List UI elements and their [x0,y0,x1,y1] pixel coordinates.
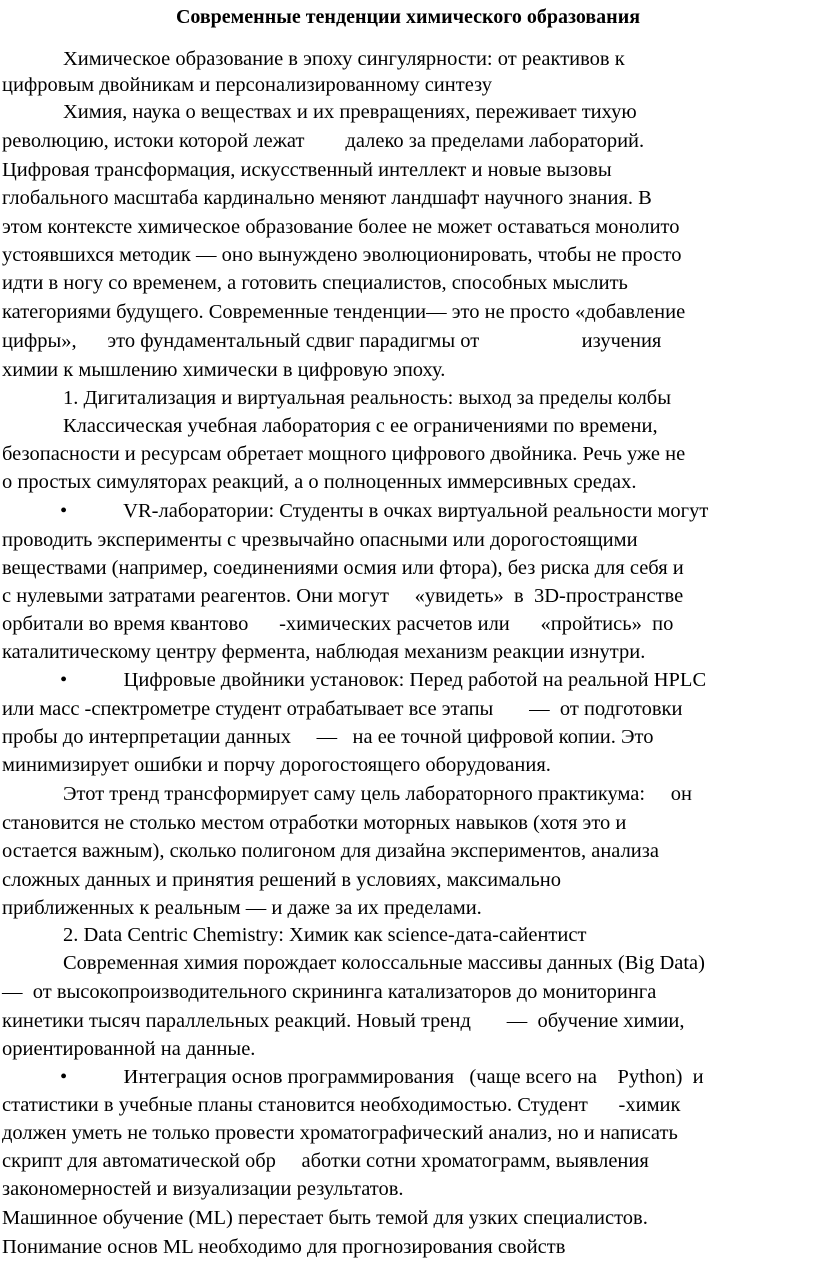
paragraph-line: Классическая учебная лаборатория с ее ограничениями по времени, [63,415,658,437]
paragraph-line: ориентированной на данные. [2,1038,256,1060]
paragraph-line: проводить эксперименты с чрезвычайно опасными или дорогостоящими [2,529,638,551]
paragraph-line: веществами (например, соединениями осмия или фтора), без риска для себя и [2,557,684,579]
document-title: Современные тенденции химического образования [175,6,641,28]
paragraph-line: о простых симуляторах реакций, а о полноценных иммерсивных средах. [2,471,637,493]
paragraph-line: Современная химия порождает колоссальные массивы данных (Big Data) [63,952,705,974]
paragraph-line: глобального масштаба кардинально меняют ландшафт научного знания. В [2,187,652,209]
bullet-item-vr-labs: • VR-лаборатории: Студенты в очках виртуальной реальности могут [60,500,709,522]
paragraph-line: этом контексте химическое образование более не может оставаться монолито [2,216,680,238]
paragraph-line: или масс -спектрометре студент отрабатывает все этапы — от подготовки [2,698,683,720]
paragraph-line: пробы до интерпретации данных — на ее точной цифровой копии. Это [2,726,654,748]
paragraph-line: закономерностей и визуализации результатов. [2,1178,404,1200]
paragraph-line: каталитическому центру фермента, наблюдая механизм реакции изнутри. [2,641,646,663]
paragraph-line: сложных данных и принятия решений в условиях, максимально [2,869,561,891]
paragraph-line: химии к мышлению химически в цифровую эпоху. [2,359,446,381]
paragraph-line: — от высокопроизводительного скрининга катализаторов до мониторинга [2,981,657,1003]
paragraph-line: скрипт для автоматической обр аботки сотни хроматограмм, выявления [2,1150,649,1172]
paragraph-line: должен уметь не только провести хроматографический анализ, но и написать [2,1122,678,1144]
paragraph-line: Понимание основ ML необходимо для прогнозирования свойств [2,1236,566,1258]
paragraph-line: Цифровая трансформация, искусственный интеллект и новые вызовы [2,159,612,181]
bullet-item-digital-twins: • Цифровые двойники установок: Перед работой на реальной HPLC [60,669,707,691]
paragraph-line: становится не столько местом отработки моторных навыков (хотя это и [2,812,627,834]
paragraph-line: остается важным), сколько полигоном для дизайна экспериментов, анализа [2,840,659,862]
subtitle-line-2: цифровым двойникам и персонализированному синтезу [2,74,492,96]
subtitle-line-1: Химическое образование в эпоху сингулярности: от реактивов к [63,48,625,70]
paragraph-line: орбитали во время квантово -химических расчетов или «пройтись» по [2,613,674,635]
section-heading-2: 2. Data Centric Chemistry: Химик как science-дата-сайентист [63,924,587,946]
bullet-item-programming: • Интеграция основ программирования (чаще всего на Python) и [60,1066,704,1088]
paragraph-line: минимизирует ошибки и порчу дорогостоящего оборудования. [2,754,551,776]
paragraph-line: категориями будущего. Современные тенденции— это не просто «добавление [2,301,686,323]
paragraph-line: Машинное обучение (ML) перестает быть темой для узких специалистов. [2,1207,648,1229]
paragraph-line: цифры», это фундаментальный сдвиг парадигмы от изучения [2,330,662,352]
paragraph-line: безопасности и ресурсам обретает мощного цифрового двойника. Речь уже не [2,443,686,465]
paragraph-line: с нулевыми затратами реагентов. Они могут «увидеть» в 3D-пространстве [2,585,684,607]
paragraph-line: Этот тренд трансформирует саму цель лабораторного практикума: он [63,783,692,805]
paragraph-line: Химия, наука о веществах и их превращениях, переживает тихую [63,101,637,123]
paragraph-line: приближенных к реальным — и даже за их пределами. [2,897,482,919]
paragraph-line: идти в ногу со временем, а готовить специалистов, способных мыслить [2,272,628,294]
paragraph-line: кинетики тысяч параллельных реакций. Новый тренд — обучение химии, [2,1010,685,1032]
section-heading-1: 1. Дигитализация и виртуальная реальность: выход за пределы колбы [63,387,672,409]
paragraph-line: революцию, истоки которой лежат далеко за пределами лабораторий. [2,130,645,152]
paragraph-line: статистики в учебные планы становится необходимостью. Студент -химик [2,1094,681,1116]
paragraph-line: устоявшихся методик — оно вынуждено эволюционировать, чтобы не просто [2,244,682,266]
